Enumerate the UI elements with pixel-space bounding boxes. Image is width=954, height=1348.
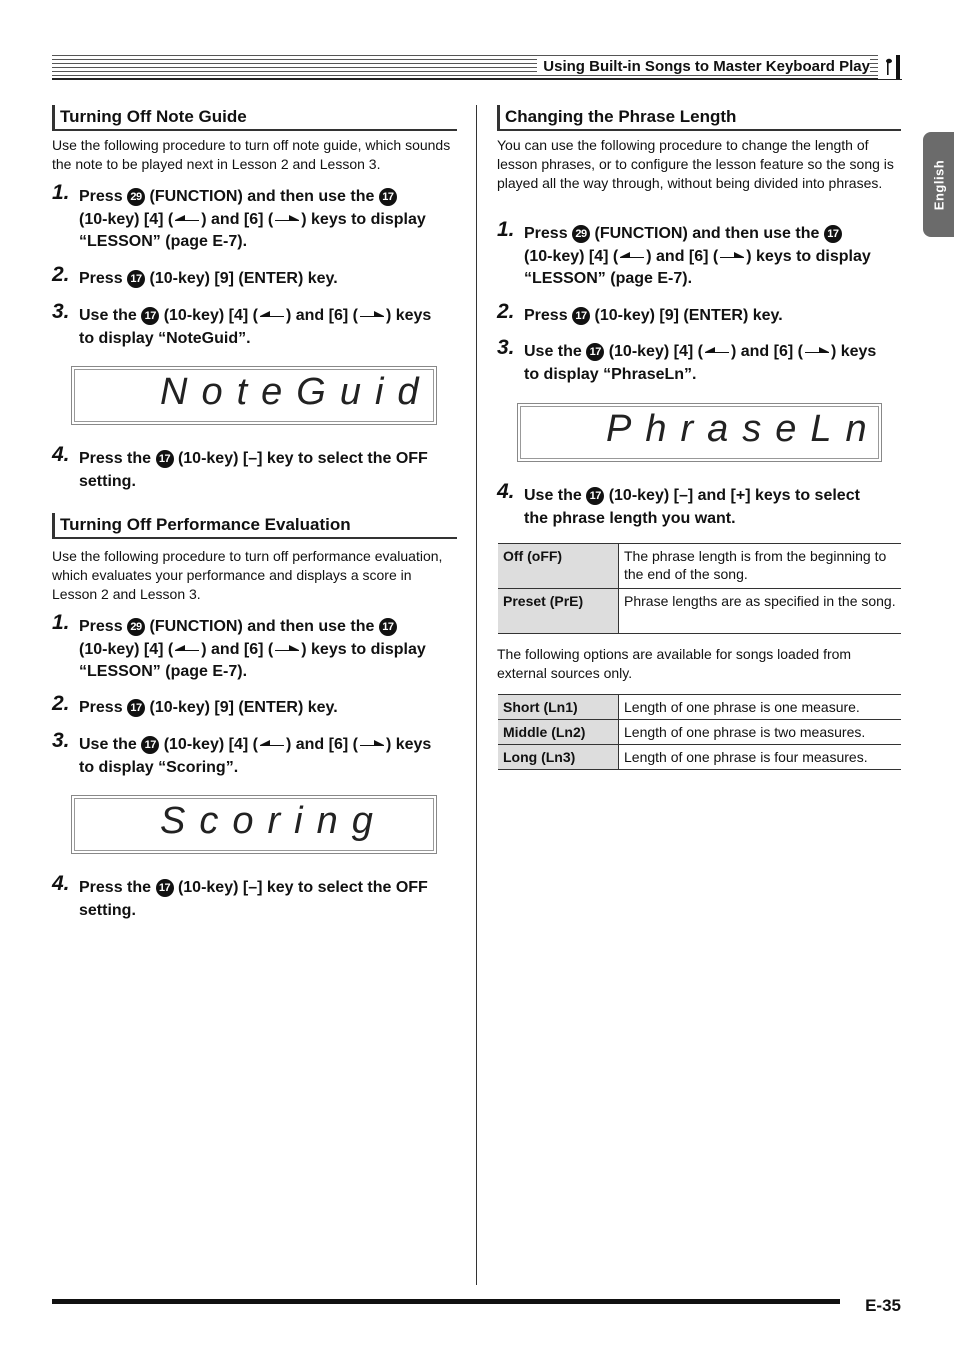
table-row — [498, 745, 901, 770]
tenkey-button-icon: 17 — [141, 736, 159, 754]
external-songs-note: The following options are available for songs loaded from external sources only. — [497, 646, 852, 681]
option-key: Long (Ln3) — [498, 745, 619, 770]
phrase-length-options-table — [498, 543, 901, 634]
left-arrow-icon — [618, 250, 646, 260]
left-arrow-icon — [173, 213, 201, 223]
tenkey-button-icon: 17 — [379, 618, 397, 636]
performance-eval-intro: Use the following procedure to turn off performance evaluation, which evaluates your performance and displays a score in Lesson 2 and Lesson 3. — [52, 548, 443, 602]
music-note-icon — [878, 55, 902, 79]
external-phrase-options-table — [498, 694, 901, 770]
option-key: Off (oFF) — [498, 544, 619, 589]
tenkey-button-icon: 17 — [379, 188, 397, 206]
section-title-note-guide: Turning Off Note Guide — [52, 105, 457, 131]
language-tab — [923, 132, 954, 237]
option-key: Preset (PrE) — [498, 589, 619, 634]
left-arrow-icon — [258, 738, 286, 748]
right-arrow-icon — [273, 213, 301, 223]
table-row — [498, 720, 901, 745]
right-arrow-icon — [358, 309, 386, 319]
right-arrow-icon — [273, 643, 301, 653]
section-title-performance-eval: Turning Off Performance Evaluation — [52, 513, 457, 539]
lcd-display-phraseln: PhraseLn — [517, 403, 882, 462]
note-guide-intro: Use the following procedure to turn off note guide, which sounds the note to be played next in Lesson 2 and Lesson 3. — [52, 137, 451, 172]
right-arrow-icon — [718, 250, 746, 260]
function-button-icon: 29 — [127, 618, 145, 636]
option-key: Middle (Ln2) — [498, 720, 619, 745]
tenkey-button-icon: 17 — [586, 343, 604, 361]
tenkey-button-icon: 17 — [156, 450, 174, 468]
tenkey-button-icon: 17 — [572, 307, 590, 325]
tenkey-button-icon: 17 — [141, 307, 159, 325]
function-button-icon: 29 — [572, 225, 590, 243]
option-desc: Length of one phrase is two measures. — [619, 720, 902, 745]
tenkey-button-icon: 17 — [127, 270, 145, 288]
function-button-icon: 29 — [127, 188, 145, 206]
table-row — [498, 589, 901, 634]
right-arrow-icon — [358, 738, 386, 748]
table-row — [498, 695, 901, 720]
left-arrow-icon — [173, 643, 201, 653]
lcd-display-noteguid: NoteGuid — [71, 366, 437, 425]
tenkey-button-icon: 17 — [156, 879, 174, 897]
option-desc: The phrase length is from the beginning to the end of the song. — [619, 544, 902, 589]
lcd-display-scoring: Scoring — [71, 795, 437, 854]
tenkey-button-icon: 17 — [586, 487, 604, 505]
language-tab-label: English — [931, 159, 946, 210]
option-desc: Phrase lengths are as specified in the song. — [619, 589, 902, 634]
option-desc: Length of one phrase is four measures. — [619, 745, 902, 770]
left-arrow-icon — [258, 309, 286, 319]
option-key: Short (Ln1) — [498, 695, 619, 720]
phrase-length-intro: You can use the following procedure to change the length of lesson phrases, or to configure the lesson feature so the song is played all the way through, without being divided into phrases. — [497, 137, 894, 191]
section-title-phrase-length: Changing the Phrase Length — [497, 105, 901, 131]
header-title: Using Built-in Songs to Master Keyboard Play — [537, 58, 870, 75]
right-arrow-icon — [803, 345, 831, 355]
tenkey-button-icon: 17 — [127, 699, 145, 717]
left-arrow-icon — [703, 345, 731, 355]
footer-rule — [52, 1299, 840, 1304]
table-row — [498, 544, 901, 589]
tenkey-button-icon: 17 — [824, 225, 842, 243]
page-number: E-35 — [865, 1296, 901, 1315]
option-desc: Length of one phrase is one measure. — [619, 695, 902, 720]
column-divider — [476, 105, 477, 1285]
